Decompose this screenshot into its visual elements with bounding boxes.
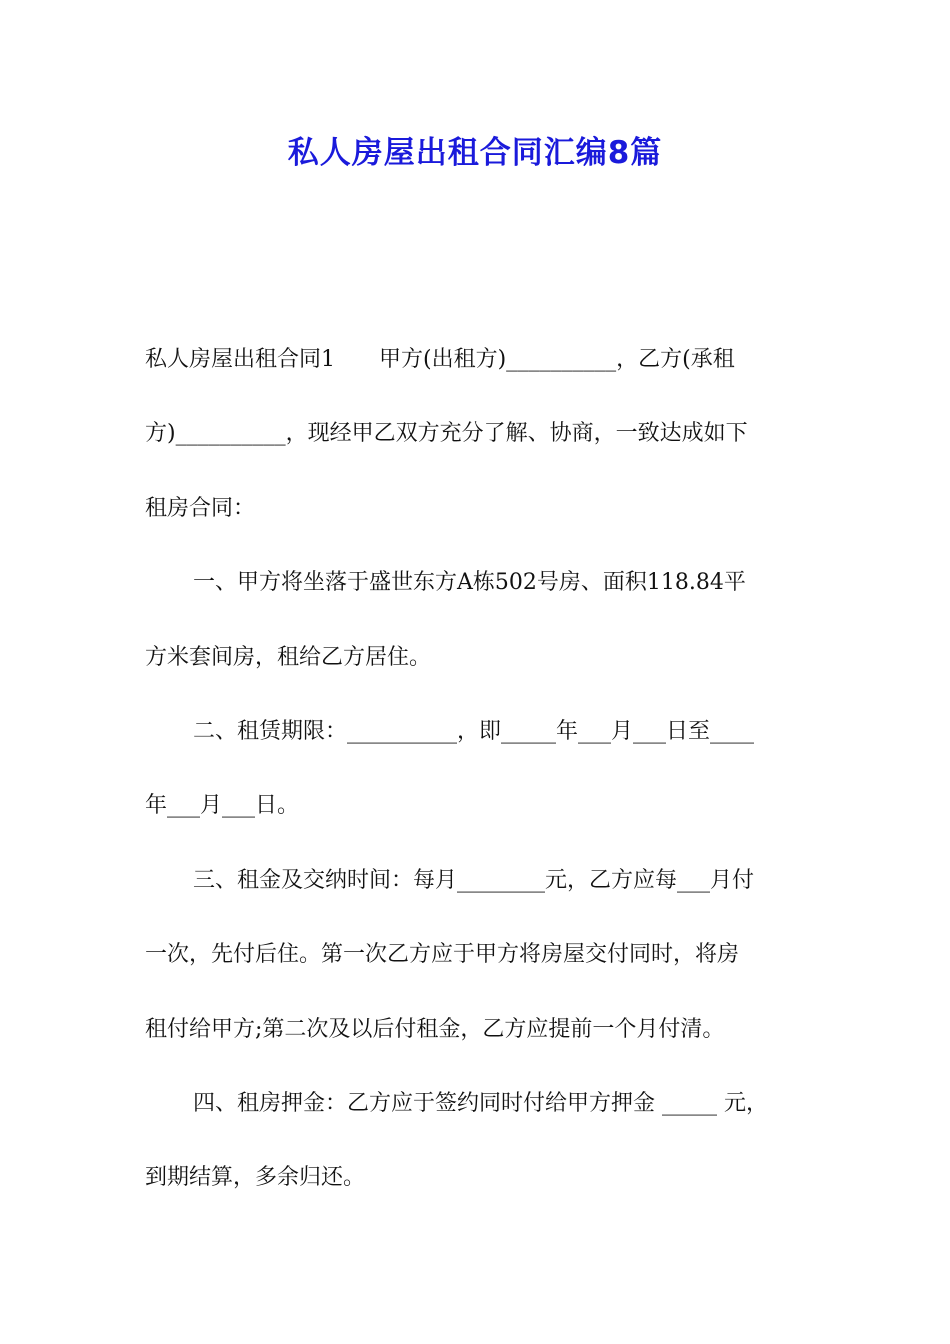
body-line: 私人房屋出租合同1 甲方(出租方)__________，乙方(承租: [145, 347, 735, 372]
clause-3-line: 一次，先付后住。第一次乙方应于甲方将房屋交付同时，将房: [145, 942, 740, 968]
clause-2-line: 二、租赁期限：__________，即_____年___月___日至____: [193, 718, 755, 744]
clause-4-line: 到期结算，多余归还。: [145, 1165, 366, 1191]
clause-3-line: 三、租金及交纳时间：每月________元，乙方应每___月付: [193, 867, 755, 893]
document-title: 私人房屋出租合同汇编8篇: [287, 135, 663, 171]
body-line: 方)__________，现经甲乙双方充分了解、协商，一致达成如下: [145, 421, 748, 447]
clause-3-line: 租付给甲方;第二次及以后付租金，乙方应提前一个月付清。: [145, 1016, 725, 1042]
clause-4-line: 四、租房押金：乙方应于签约同时付给甲方押金 _____ 元，: [193, 1090, 768, 1116]
body-line: 租房合同：: [145, 495, 256, 521]
document-body: [145, 335, 817, 1228]
clause-2-line: 年___月___日。: [145, 793, 300, 819]
clause-1-line: 方米套间房，租给乙方居住。: [145, 644, 432, 670]
clause-1-line: 一、甲方将坐落于盛世东方A栋502号房、面积118.84平: [193, 570, 746, 596]
